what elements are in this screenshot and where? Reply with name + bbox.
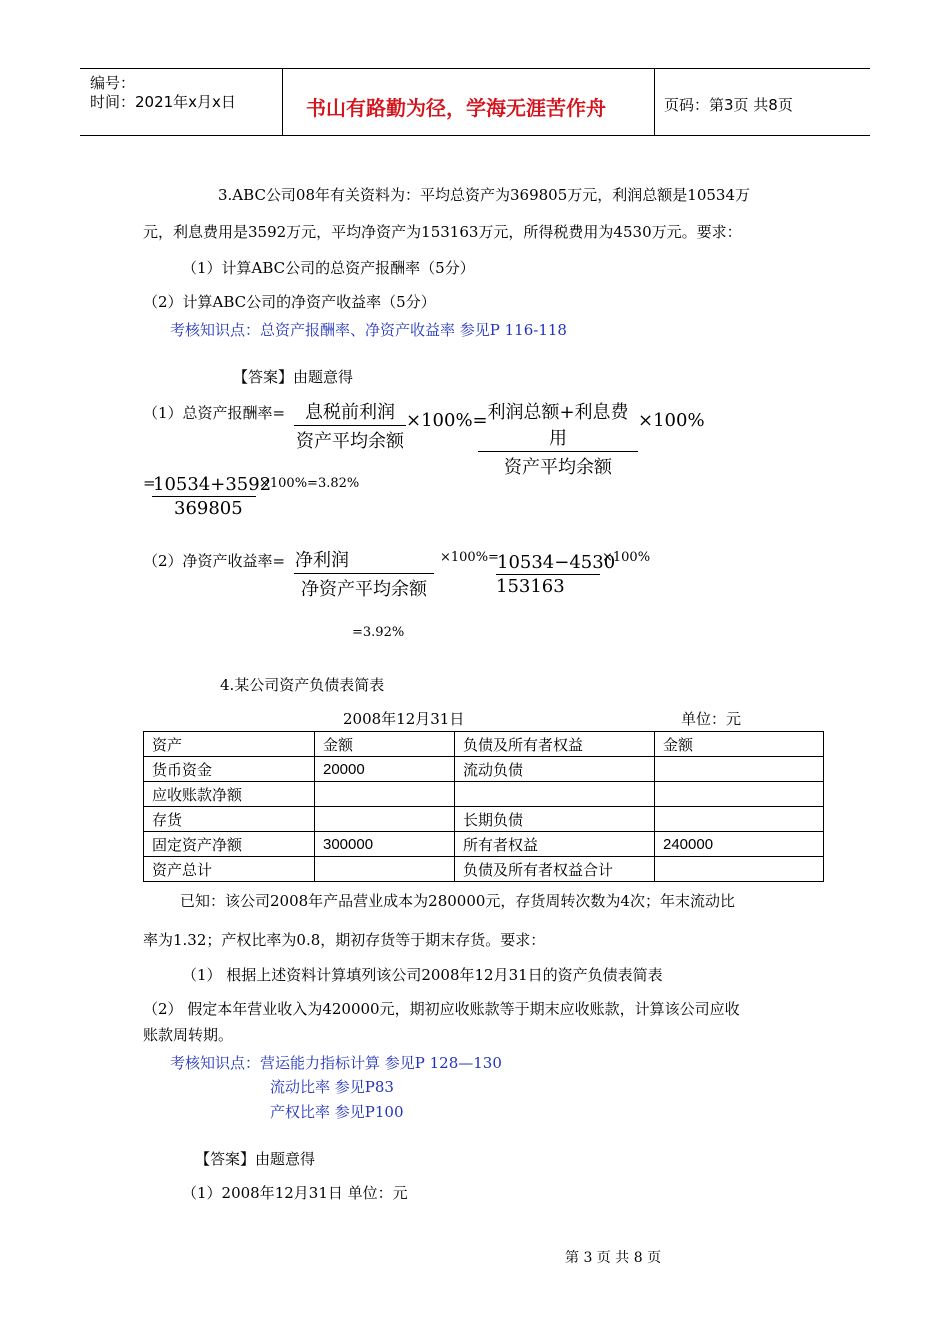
- formula2-fraction: [152, 474, 272, 519]
- table-cell: [655, 757, 824, 782]
- table-header-row: [144, 732, 824, 757]
- q3-requirement-1: （1）计算ABC公司的总资产报酬率（5分）: [182, 259, 475, 277]
- q4-requirement-2-line1: （2） 假定本年营业收入为420000元，期初应收账款等于期末应收账款，计算该公司应收: [143, 1000, 740, 1018]
- table-cell: 20000: [315, 757, 455, 782]
- q4-table-date: 2008年12月31日: [343, 710, 465, 728]
- table-row: [144, 757, 824, 782]
- table-cell: 240000: [655, 832, 824, 857]
- formula1-mid: ×100%=: [406, 410, 488, 431]
- header-page-info: 页码：第3页 共8页: [664, 96, 793, 114]
- table-cell: [315, 782, 455, 807]
- formula3-label: （2）净资产收益率=: [143, 552, 286, 570]
- formula2-numerator: 10534+3592: [153, 474, 272, 495]
- formula3-fraction-b-numerator: 10534−4530: [497, 552, 616, 573]
- formula3-fraction-a: [294, 546, 434, 601]
- header-code-label: 编号：: [90, 74, 136, 92]
- formula1-fraction-b-numerator: 利润总额+利息费用: [478, 398, 638, 452]
- table-row: [144, 782, 824, 807]
- header-divider-right: [654, 68, 655, 136]
- q4-table-unit: 单位：元: [681, 710, 742, 728]
- header-motto: 书山有路勤为径，学海无涯苦作舟: [306, 96, 606, 120]
- q4-knowledge-3: 产权比率 参见P100: [270, 1103, 404, 1121]
- table-cell: 存货: [144, 807, 315, 832]
- balance-sheet-table: [143, 731, 824, 882]
- table-row: [144, 807, 824, 832]
- formula1-end: ×100%: [638, 410, 705, 431]
- footer-page-number: 第 3 页 共 8 页: [565, 1250, 662, 1266]
- formula1-fraction-a-denominator: 资产平均余额: [296, 431, 404, 452]
- table-cell: [655, 857, 824, 882]
- formula3-fraction-b-denominator: 153163: [496, 576, 565, 597]
- q4-answer-line1: （1）2008年12月31日 单位：元: [182, 1184, 408, 1202]
- formula1-fraction-a: [294, 398, 406, 453]
- q4-requirement-2-line2: 账款周转期。: [143, 1026, 234, 1044]
- table-header-cell: 金额: [655, 732, 824, 757]
- table-cell: [655, 807, 824, 832]
- formula3-fraction-b: [496, 552, 616, 597]
- q4-known-line2: 率为1.32；产权比率为0.8，期初存货等于期末存货。要求：: [143, 931, 546, 949]
- table-cell: 负债及所有者权益合计: [455, 857, 655, 882]
- table-cell: 资产总计: [144, 857, 315, 882]
- header-divider-left: [282, 68, 283, 136]
- q4-title: 4.某公司资产负债表简表: [220, 676, 385, 694]
- formula2-denominator: 369805: [174, 498, 243, 519]
- table-cell: 300000: [315, 832, 455, 857]
- q3-requirement-2: （2）计算ABC公司的净资产收益率（5分）: [143, 293, 436, 311]
- table-cell: 固定资产净额: [144, 832, 315, 857]
- table-cell: 货币资金: [144, 757, 315, 782]
- formula2-prefix: =: [143, 474, 156, 492]
- table-cell: 长期负债: [455, 807, 655, 832]
- formula1-fraction-a-numerator: 息税前利润: [294, 398, 406, 426]
- table-cell: 所有者权益: [455, 832, 655, 857]
- formula3-mid: ×100%=: [440, 550, 499, 565]
- q4-requirement-1: （1） 根据上述资料计算填列该公司2008年12月31日的资产负债表简表: [182, 966, 663, 984]
- header-bottom-rule: [80, 135, 870, 136]
- table-row: [144, 832, 824, 857]
- formula1-fraction-b: [478, 398, 638, 479]
- table-cell: [315, 857, 455, 882]
- header-time-label: 时间：2021年x月x日: [90, 93, 236, 111]
- formula3-fraction-a-denominator: 净资产平均余额: [301, 579, 427, 600]
- q4-knowledge-2: 流动比率 参见P83: [270, 1078, 394, 1096]
- formula3-end: ×100%: [602, 550, 651, 565]
- table-header-cell: 负债及所有者权益: [455, 732, 655, 757]
- formula3-fraction-a-numerator: 净利润: [294, 546, 434, 574]
- table-header-cell: 资产: [144, 732, 315, 757]
- q4-known-line1: 已知：该公司2008年产品营业成本为280000元，存货周转次数为4次；年末流动比: [180, 892, 735, 910]
- formula1-label: （1）总资产报酬率=: [143, 404, 286, 422]
- q3-knowledge-points: 考核知识点：总资产报酬率、净资产收益率 参见P 116-118: [170, 321, 567, 339]
- table-header-cell: 金额: [315, 732, 455, 757]
- table-cell: [655, 782, 824, 807]
- formula2-end: ×100%=3.82%: [259, 476, 360, 491]
- q3-text-line1: 3.ABC公司08年有关资料为：平均总资产为369805万元，利润总额是10534万: [218, 186, 750, 204]
- q3-answer-title: 【答案】由题意得: [233, 368, 354, 386]
- table-cell: [455, 782, 655, 807]
- formula1-fraction-b-denominator: 资产平均余额: [504, 457, 612, 478]
- header-top-rule: [80, 68, 870, 69]
- q4-knowledge-1: 考核知识点：营运能力指标计算 参见P 128—130: [170, 1054, 502, 1072]
- q4-answer-title: 【答案】由题意得: [195, 1150, 316, 1168]
- formula3-result: =3.92%: [352, 625, 405, 640]
- table-cell: [315, 807, 455, 832]
- table-cell: 流动负债: [455, 757, 655, 782]
- table-row: [144, 857, 824, 882]
- q3-text-line2: 元，利息费用是3592万元，平均净资产为153163万元，所得税费用为4530万元。要求：: [143, 223, 742, 241]
- table-cell: 应收账款净额: [144, 782, 315, 807]
